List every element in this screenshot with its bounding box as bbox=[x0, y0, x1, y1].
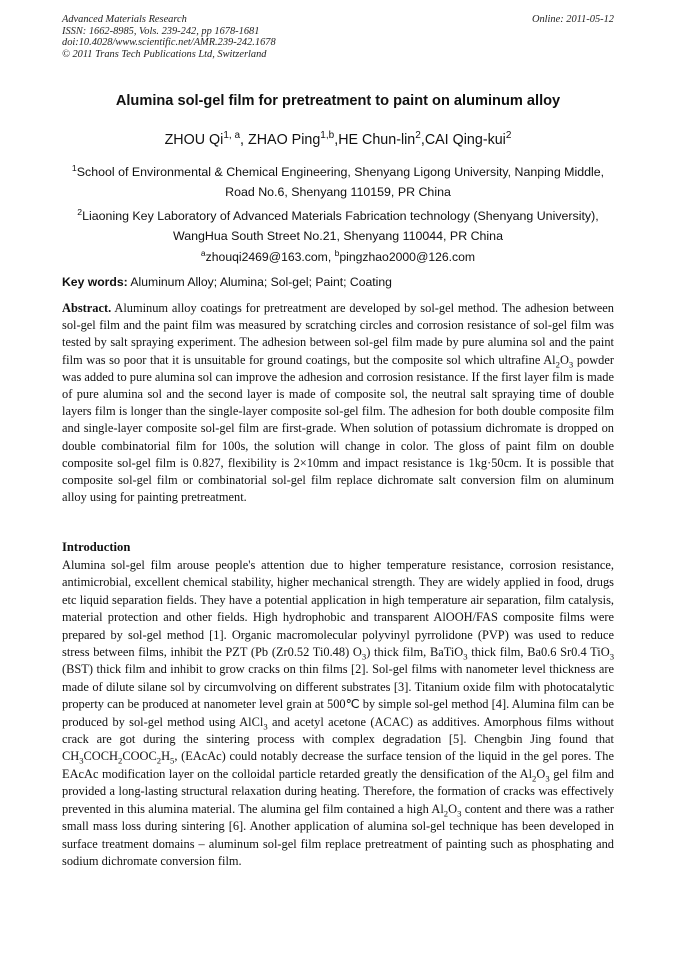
subscript: 2 bbox=[532, 773, 537, 784]
author-sep: , bbox=[240, 132, 248, 148]
intro-text: ) thick film, BaTiO bbox=[366, 645, 464, 660]
abstract-text: powder was added to pure alumina sol can improve the adhesion and corrosion resistance. If the first layer film is made of pure alumina sol and the second layer is made of composite sol, the neutral salt spraying time of double layers film is longer than the single-layer composite sol-gel film. The adhesion for both double composite film and single-layer composite sol-gel film are first-grade. When solution of potassium dichromate is dropped on double combinatorial film for 100s, the solution will change in color. The gloss of paint film on double composite sol-gel film is 0.827, flexibility is 2×10mm and impact resistance is 1kg·50cm. It is possible that composite sol-gel film or combinatorial sol-gel film replace dichromate salt conversion film on aluminum alloy using for painting pretreatment. bbox=[62, 352, 614, 505]
author-list bbox=[62, 132, 614, 148]
email-a[interactable]: zhouqi2469@163.com bbox=[205, 250, 328, 264]
subscript: 3 bbox=[463, 651, 468, 662]
subscript: 2 bbox=[156, 755, 162, 766]
intro-text: , (EAcAc) could notably decrease the surface tension of the liquid in the gel pores. The EAcAc modification layer on the colloidal particle retarded greatly the densification of the Al bbox=[62, 749, 614, 781]
affiliation-number: 2 bbox=[77, 206, 83, 217]
subscript: 3 bbox=[79, 755, 84, 766]
intro-text: (BST) thick film and inhibit to grow cracks on thin films [2]. Sol-gel films with nanometer level thickness are made of dilute silane sol by circumvolving on different substrates [3]. Titanium oxide film with photocatalytic property can be produced at nanometer level grain at 500℃ by simple sol-gel method [4]. Alumina film can be produced by sol-gel method using AlCl bbox=[62, 662, 614, 729]
intro-text: H bbox=[161, 749, 171, 764]
intro-text: O bbox=[448, 801, 458, 816]
paper-title: Alumina sol-gel film for pretreatment to paint on aluminum alloy bbox=[115, 93, 561, 109]
abstract bbox=[62, 300, 614, 506]
email-b[interactable]: pingzhao2000@126.com bbox=[339, 250, 476, 264]
intro-text: COOC bbox=[122, 749, 157, 764]
author-emails bbox=[62, 247, 614, 264]
affiliation-text: Liaoning Key Laboratory of Advanced Materials Fabrication technology (Shenyang University), WangHua South Street No.21, Shenyang 110044, PR China bbox=[82, 209, 599, 243]
subscript: 3 bbox=[545, 773, 550, 784]
affiliation-2 bbox=[62, 206, 614, 246]
affiliation-1 bbox=[62, 162, 614, 202]
journal-header bbox=[62, 14, 614, 60]
subscript: 3 bbox=[361, 651, 367, 662]
issn-line: ISSN: 1662-8985, Vols. 239-242, pp 1678-1681 bbox=[62, 25, 260, 37]
abstract-text: O bbox=[559, 352, 569, 367]
subscript: 3 bbox=[263, 721, 268, 732]
intro-text: Alumina sol-gel film arouse people's attention due to higher temperature resistance, corrosion resistance, antimicrobial, excellent chemical stability, higher mechanical strength. They are widely applied in food, drugs etc liquid separation fields. They have a potential application in high temperature air separation, film catalysis, material protection and other fields. High hydrophobic and transparent AlOOH/FAS composite films were prepared by sol-gel method [1]. Organic macromolecular polyvinyl pyrrolidone (PVP) was used to reduce stress between films, inhibit the PZT (Pb (Zr0.52 Ti0.48) O bbox=[62, 558, 614, 660]
online-date: Online: 2011-05-12 bbox=[531, 14, 614, 25]
keywords-text: Aluminum Alloy; Alumina; Sol-gel; Paint; Coating bbox=[130, 275, 392, 289]
affiliation-text: School of Environmental & Chemical Engineering, Shenyang Ligong University, Nanping Middle, Road No.6, Shenyang 110159, PR China bbox=[76, 165, 605, 199]
keywords bbox=[62, 275, 614, 289]
section-heading-introduction: Introduction bbox=[62, 540, 131, 554]
journal-name: Advanced Materials Research bbox=[62, 14, 187, 25]
subscript: 2 bbox=[555, 359, 560, 370]
intro-text: gel film and provided a long-lasting structural relaxation during heating. Therefore, the formation of cracks was effectively prevented in this alumina material. The alumina gel film contained a high Al bbox=[62, 766, 614, 816]
author-name: HE Chun-lin bbox=[338, 132, 416, 148]
author-sup: 2 bbox=[505, 130, 512, 142]
author-sep: , bbox=[334, 132, 339, 148]
subscript: 3 bbox=[457, 808, 462, 819]
author-sup: 1, a bbox=[223, 130, 241, 142]
author-name: ZHAO Ping bbox=[247, 132, 321, 148]
intro-text: content and there was a rather small mass loss during sintering [6]. Another application of alumina sol-gel technique has been developed in surface treatment domains – aluminum sol-gel film replace pretreatment of painting such as phosphating and sodium dichromate conversion film. bbox=[62, 801, 614, 868]
introduction-body bbox=[62, 557, 614, 870]
copyright-line: © 2011 Trans Tech Publications Ltd, Switzerland bbox=[62, 48, 267, 60]
email-sup: a bbox=[200, 247, 206, 258]
abstract-label: Abstract. bbox=[62, 301, 112, 315]
author-name: ZHOU Qi bbox=[164, 132, 224, 148]
email-sep: , bbox=[327, 250, 335, 264]
subscript: 3 bbox=[568, 359, 574, 370]
author-sup: 2 bbox=[415, 130, 421, 142]
affiliation-number: 1 bbox=[71, 162, 77, 173]
intro-text: O bbox=[536, 766, 546, 781]
keywords-label: Key words: bbox=[62, 275, 128, 289]
subscript: 5 bbox=[170, 755, 175, 766]
intro-text: and acetyl acetone (ACAC) as additives. Amorphous films without crack are got during the sintering process with complex degradation [5]. Chengbin Jing found that CH bbox=[62, 714, 615, 764]
subscript: 2 bbox=[117, 755, 123, 766]
subscript: 2 bbox=[443, 808, 449, 819]
author-sep: , bbox=[420, 132, 425, 148]
author-sup: 1,b bbox=[320, 130, 335, 142]
author-name: CAI Qing-kui bbox=[424, 132, 506, 148]
email-sup: b bbox=[334, 247, 340, 258]
doi-line: doi:10.4028/www.scientific.net/AMR.239-242.1678 bbox=[62, 37, 276, 48]
intro-text: thick film, Ba0.6 Sr0.4 TiO bbox=[467, 645, 610, 660]
intro-text: COCH bbox=[83, 749, 118, 764]
abstract-text: Aluminum alloy coatings for pretreatment are developed by sol-gel method. The adhesion between sol-gel film and the paint film was measured by scratching circles and corrosion resistance of sol-gel film was tested by salt spraying experiment. The adhesion between sol-gel film made by pure alumina sol and the paint film was so poor that it is unsuitable for ground coatings, but the composite sol which ultrafine Al bbox=[62, 301, 614, 367]
subscript: 3 bbox=[609, 651, 615, 662]
